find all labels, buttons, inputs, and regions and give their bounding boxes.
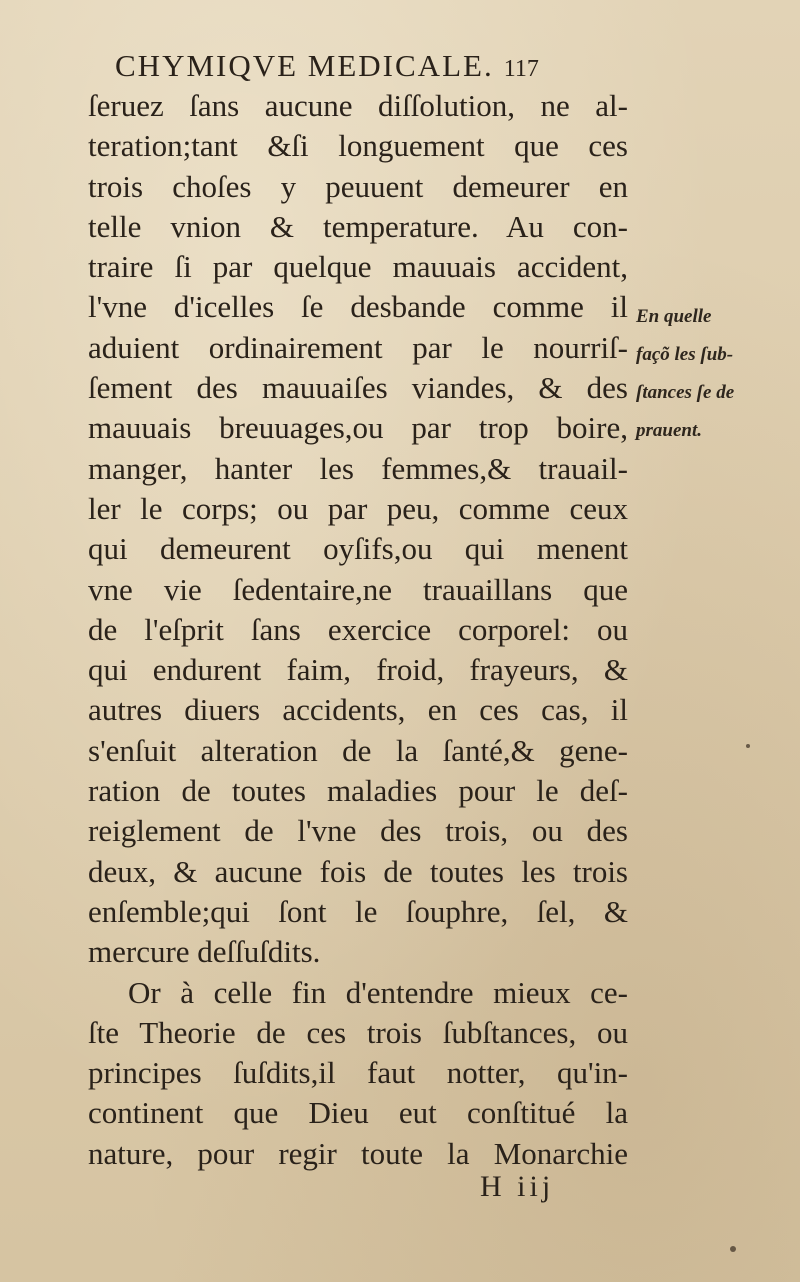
ink-speck — [730, 1246, 736, 1252]
text-line: manger, hanter les femmes,& trauail- — [88, 450, 628, 486]
text-line: ſte Theorie de ces trois ſubſtances, ou — [88, 1014, 628, 1050]
text-line: mercure deſſuſdits. — [88, 934, 321, 970]
text-line: de l'eſprit ſans exercice corporel: ou — [88, 611, 628, 647]
text-line: l'vne d'icelles ſe desbande comme il — [88, 289, 628, 325]
marginal-note — [636, 298, 786, 450]
text-line: ler le corps; ou par peu, comme ceux — [88, 490, 628, 526]
text-line: autres diuers accidents, en ces cas, il — [88, 692, 628, 728]
text-line: deux, & aucune fois de toutes les trois — [88, 853, 628, 889]
text-line: ſeruez ſans aucune diſſolution, ne al- — [88, 88, 628, 123]
text-line: s'enſuit alteration de la ſanté,& gene- — [88, 732, 628, 768]
text-line: traire ſi par quelque mauuais accident, — [88, 249, 628, 285]
text-line: nature, pour regir toute la Monarchie — [88, 1135, 628, 1171]
page-number: 117 — [503, 56, 539, 82]
text-line: ſement des mauuaiſes viandes, & des — [88, 370, 628, 406]
marginal-note-line: ſtances ſe de — [636, 382, 735, 403]
text-line: continent que Dieu eut conſtitué la — [88, 1095, 628, 1131]
text-line: Or à celle fin d'entendre mieux ce- — [128, 974, 628, 1010]
body-text — [88, 86, 628, 1174]
running-head — [115, 48, 635, 84]
text-line: aduient ordinairement par le nourriſ- — [88, 329, 628, 365]
text-line: principes ſuſdits,il faut notter, qu'in- — [88, 1055, 628, 1091]
ink-speck — [746, 744, 750, 748]
signature-mark: H iij — [480, 1170, 555, 1203]
text-line: qui demeurent oyſifs,ou qui menent — [88, 531, 628, 567]
text-line: enſemble;qui ſont le ſouphre, ſel, & — [88, 893, 628, 929]
text-line: ration de toutes maladies pour le deſ- — [88, 773, 628, 809]
text-line: reiglement de l'vne des trois, ou des — [88, 813, 628, 849]
text-line: vne vie ſedentaire,ne trauaillans que — [88, 571, 628, 607]
text-line: teration;tant &ſi longuement que ces — [88, 128, 628, 164]
marginal-note-line: En quelle — [636, 306, 712, 327]
marginal-note-line: prauent. — [636, 420, 702, 441]
running-head-title: CHYMIQVE MEDICALE. — [115, 48, 494, 83]
text-line: trois choſes y peuuent demeurer en — [88, 168, 628, 204]
text-line: qui endurent faim, froid, frayeurs, & — [88, 652, 628, 688]
text-line: telle vnion & temperature. Au con- — [88, 208, 628, 244]
marginal-note-line: façõ les ſub- — [636, 344, 734, 365]
text-line: mauuais breuuages,ou par trop boire, — [88, 410, 628, 446]
